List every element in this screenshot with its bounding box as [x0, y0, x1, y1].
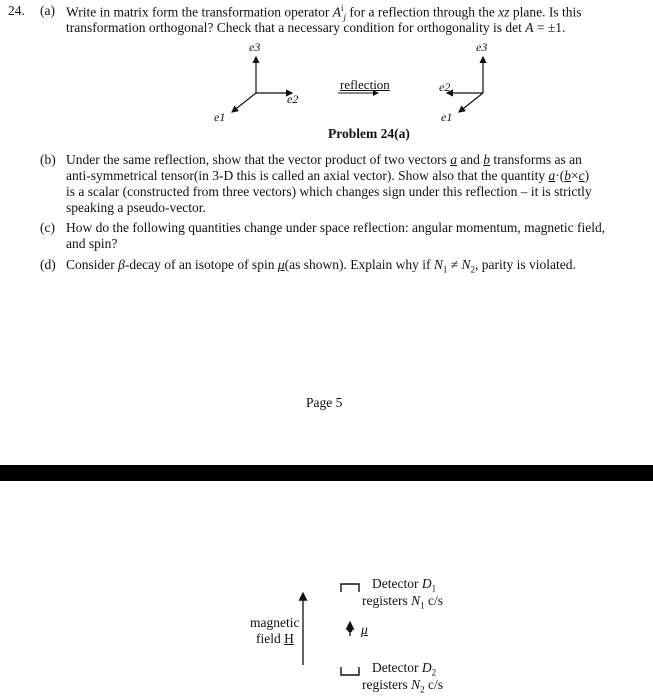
left-e3-label: e3 [249, 40, 261, 54]
part-b-line4: speaking a pseudo-vector. [66, 200, 206, 215]
part-c-line2: and spin? [66, 236, 118, 251]
detector1-line2: registers $N_1$ c/s [362, 593, 443, 611]
part-b-line1: Under the same reflection, show that the vector product of two vectors a and b transforms as an [66, 152, 582, 167]
detector1-line1: Detector $D_1$ [372, 576, 437, 594]
right-e1-label: e1 [441, 110, 453, 124]
part-c-line1: How do the following quantities change under space reflection: angular momentum, magnetic field, [66, 220, 606, 235]
part-a-line2: transformation orthogonal? Check that a necessary condition for orthogonality is det A = ±1. [66, 20, 566, 35]
part-b-label: (b) [40, 152, 56, 167]
reflection-label: reflection [340, 77, 390, 92]
part-b-line2: anti-symmetrical tensor(in 3-D this is called an axial vector). Show also that the quantity a·(b×c) [66, 168, 590, 183]
left-e1-label: e1 [214, 110, 226, 124]
detector2-line2: registers $N_2$ c/s [362, 677, 443, 695]
part-b-line3: is a scalar (constructed from three vectors) which changes sign under this reflection – it is strictly [66, 184, 592, 199]
spin-label: μ [361, 622, 368, 637]
figure-caption: Problem 24(a) [328, 126, 410, 141]
detector2-line1: Detector $D_2$ [372, 660, 437, 678]
part-a-label: (a) [40, 3, 55, 18]
part-a-line1: Write in matrix form the transformation operator $A^i_j$ for a reflection through the xz plane. Is this [66, 3, 582, 23]
problem-number: 24. [8, 3, 25, 18]
field-label-2: field H [256, 631, 294, 646]
right-e2-label: e2 [439, 80, 451, 94]
part-c-label: (c) [40, 220, 55, 235]
left-e2-label: e2 [287, 92, 299, 106]
right-e3-label: e3 [476, 40, 488, 54]
part-d-line1: Consider β-decay of an isotope of spin μ(as shown). Explain why if $N_1 \ne N_2$, parity is violated. [66, 257, 576, 275]
part-d-label: (d) [40, 257, 56, 272]
page-footer: Page 5 [306, 395, 343, 410]
field-label-1: magnetic [250, 615, 300, 630]
